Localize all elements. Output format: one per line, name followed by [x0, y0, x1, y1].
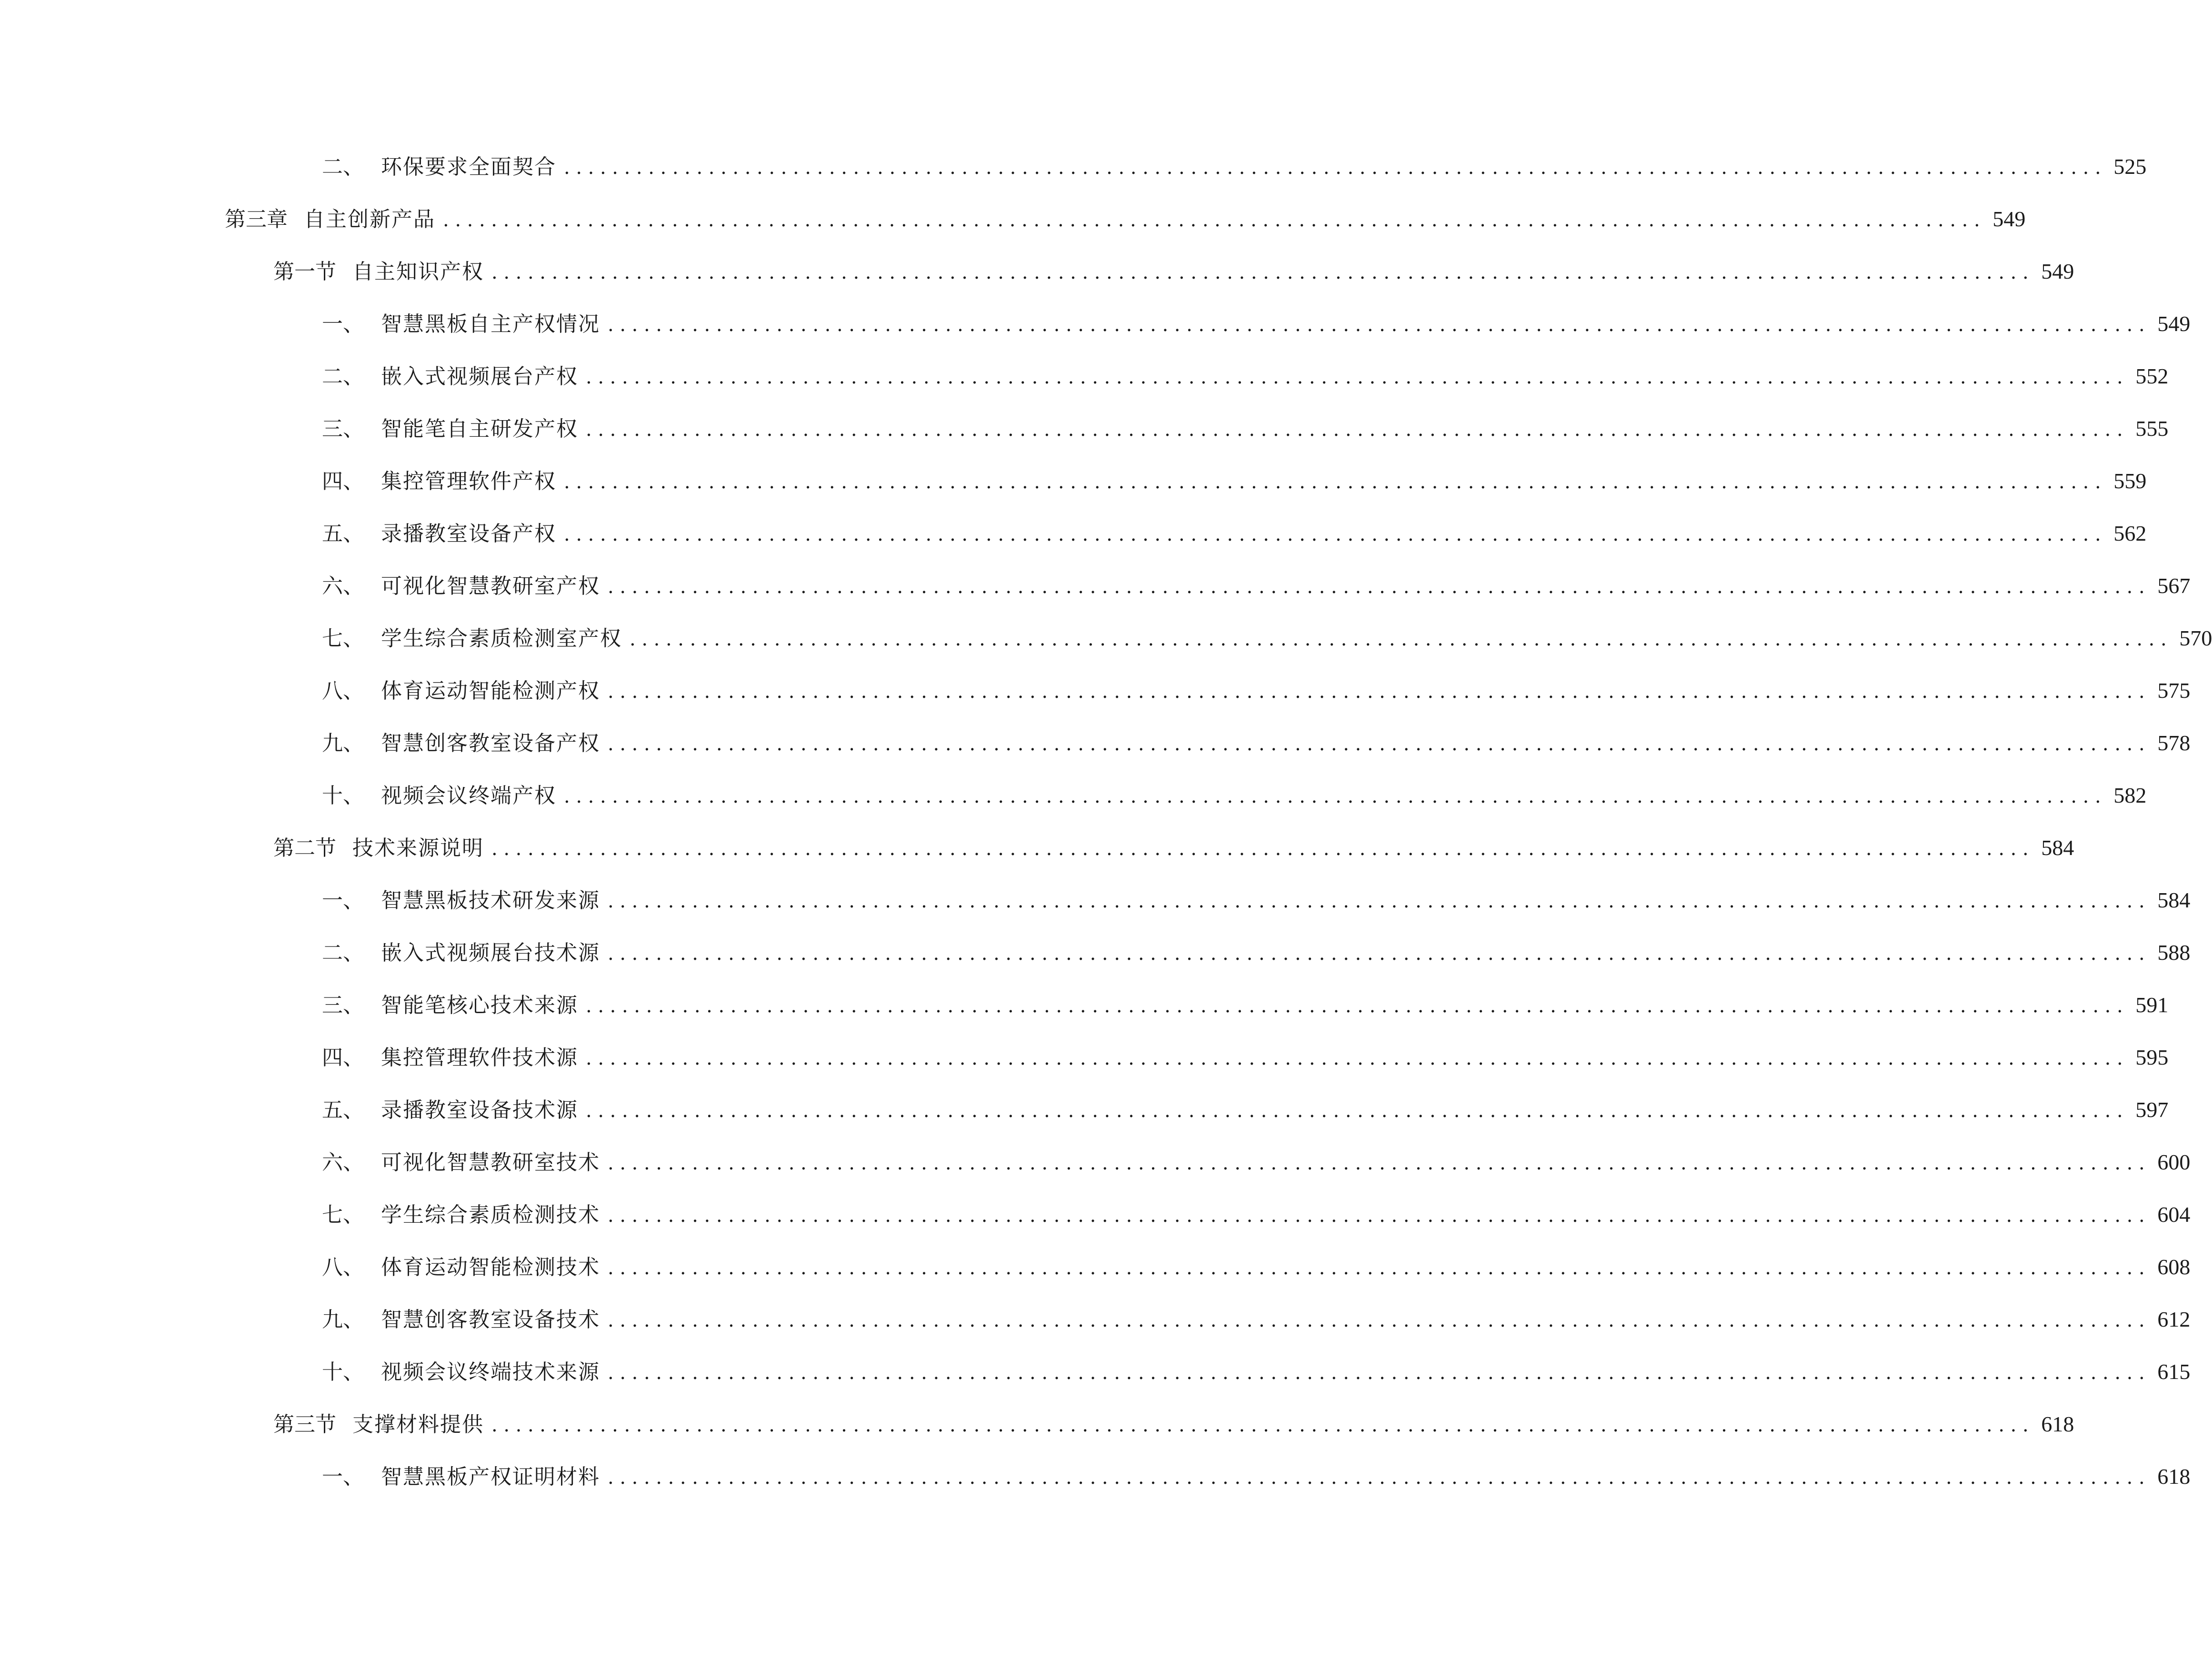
toc-entry-leader-dots: ................................................................................................................................ [564, 523, 2107, 545]
toc-entry-page-number: 591 [2135, 993, 2169, 1017]
toc-entry-number: 四、 [322, 1046, 364, 1070]
toc-entry[interactable] [322, 410, 2169, 448]
toc-entry-page-number: 588 [2157, 940, 2191, 965]
toc-entry-title: 智慧创客教室设备产权 [381, 731, 600, 755]
toc-entry-number: 三、 [322, 993, 364, 1017]
toc-entry[interactable] [322, 514, 2147, 553]
toc-entry-page-number: 612 [2157, 1307, 2191, 1331]
toc-entry-title: 学生综合素质检测技术 [381, 1203, 600, 1227]
toc-entry-leader-dots: ................................................................................................................................ [608, 1309, 2151, 1331]
toc-entry-number: 九、 [322, 1308, 364, 1332]
toc-entry-title: 智慧黑板自主产权情况 [381, 312, 600, 336]
toc-entry-number: 第一节 [273, 260, 336, 284]
toc-entry[interactable] [322, 672, 2191, 710]
toc-entry-leader-dots: ................................................................................................................................ [586, 995, 2129, 1017]
toc-entry-title: 嵌入式视频展台产权 [381, 364, 578, 389]
toc-entry[interactable] [322, 1143, 2191, 1181]
toc-entry[interactable] [322, 462, 2147, 500]
toc-entry-number: 第三章 [225, 207, 288, 232]
toc-entry-page-number: 555 [2135, 416, 2169, 441]
toc-entry-leader-dots: ................................................................................................................................ [491, 1414, 2035, 1436]
toc-entry-number: 十、 [322, 1360, 364, 1384]
toc-entry-page-number: 597 [2135, 1097, 2169, 1122]
toc-entry[interactable] [322, 148, 2147, 186]
toc-entry-page-number: 567 [2157, 574, 2191, 598]
toc-entry[interactable] [322, 934, 2191, 972]
toc-entry-page-number: 549 [2041, 259, 2074, 283]
toc-entry-page-number: 584 [2041, 836, 2074, 860]
toc-entry-page-number: 600 [2157, 1150, 2191, 1174]
toc-entry[interactable] [322, 1091, 2169, 1129]
toc-entry-title: 支撑材料提供 [352, 1412, 484, 1437]
toc-entry-title: 可视化智慧教研室技术 [381, 1150, 600, 1175]
toc-entry-page-number: 608 [2157, 1255, 2191, 1279]
toc-entry[interactable] [322, 986, 2169, 1024]
toc-entry-title: 视频会议终端产权 [381, 784, 556, 808]
toc-entry-page-number: 578 [2157, 731, 2191, 755]
toc-entry-title: 体育运动智能检测产权 [381, 679, 600, 703]
toc-entry-page-number: 570 [2179, 626, 2212, 650]
toc-entry[interactable] [322, 1038, 2169, 1077]
toc-entry[interactable] [322, 1353, 2191, 1391]
toc-entry[interactable] [322, 881, 2191, 919]
toc-entry-leader-dots: ................................................................................................................................ [608, 943, 2151, 965]
toc-entry-leader-dots: ................................................................................................................................ [564, 785, 2107, 807]
toc-entry-title: 智能笔核心技术来源 [381, 993, 578, 1017]
toc-entry-number: 五、 [322, 522, 364, 546]
toc-entry-number: 第三节 [273, 1412, 336, 1437]
toc-entry-title: 技术来源说明 [352, 836, 484, 860]
toc-entry-page-number: 595 [2135, 1045, 2169, 1069]
toc-entry-leader-dots: ................................................................................................................................ [608, 890, 2151, 912]
toc-entry-page-number: 618 [2157, 1464, 2191, 1489]
toc-entry-page-number: 559 [2113, 469, 2147, 493]
toc-entry-title: 自主知识产权 [352, 260, 484, 284]
toc-entry[interactable] [322, 1458, 2191, 1496]
toc-entry-page-number: 552 [2135, 364, 2169, 388]
toc-entry[interactable] [322, 776, 2147, 815]
toc-entry-leader-dots: ................................................................................................................................ [491, 838, 2035, 860]
toc-entry[interactable] [322, 724, 2191, 762]
toc-entry-number: 二、 [322, 155, 364, 179]
toc-entry-number: 一、 [322, 312, 364, 336]
toc-entry-page-number: 562 [2113, 521, 2147, 545]
toc-entry-number: 二、 [322, 364, 364, 389]
toc-entry-leader-dots: ................................................................................................................................ [630, 628, 2173, 650]
toc-entry-page-number: 525 [2113, 154, 2147, 179]
toc-entry-number: 二、 [322, 941, 364, 965]
toc-entry-number: 八、 [322, 679, 364, 703]
toc-entry-leader-dots: ................................................................................................................................ [491, 262, 2035, 283]
toc-entry-title: 视频会议终端技术来源 [381, 1360, 600, 1384]
toc-entry-number: 十、 [322, 784, 364, 808]
toc-entry[interactable] [322, 357, 2169, 395]
toc-entry-leader-dots: ................................................................................................................................ [608, 1205, 2151, 1227]
toc-entry-title: 智慧黑板技术研发来源 [381, 888, 600, 913]
toc-entry-page-number: 575 [2157, 678, 2191, 703]
toc-entry-number: 三、 [322, 417, 364, 441]
toc-entry-title: 自主创新产品 [304, 207, 435, 232]
toc-entry[interactable] [322, 305, 2191, 343]
toc-entry[interactable] [322, 1196, 2191, 1234]
toc-entry-number: 六、 [322, 574, 364, 598]
toc-entry[interactable] [322, 619, 2212, 657]
toc-entry-title: 集控管理软件技术源 [381, 1046, 578, 1070]
toc-entry-leader-dots: ................................................................................................................................ [586, 1047, 2129, 1069]
toc-entry-title: 智慧创客教室设备技术 [381, 1308, 600, 1332]
toc-entry-leader-dots: ................................................................................................................................ [608, 314, 2151, 336]
toc-entry-number: 八、 [322, 1255, 364, 1279]
toc-entry-page-number: 549 [2157, 312, 2191, 336]
toc-entry-leader-dots: ................................................................................................................................ [608, 681, 2151, 703]
toc-entry-leader-dots: ................................................................................................................................ [564, 471, 2107, 493]
toc-entry-page-number: 584 [2157, 888, 2191, 912]
toc-entry-title: 环保要求全面契合 [381, 155, 556, 179]
toc-entry-leader-dots: ................................................................................................................................ [608, 1152, 2151, 1174]
toc-entry-number: 五、 [322, 1098, 364, 1122]
toc-entry[interactable] [322, 567, 2191, 605]
toc-entry-number: 一、 [322, 1465, 364, 1489]
toc-entry-title: 体育运动智能检测技术 [381, 1255, 600, 1279]
toc-entry-page-number: 582 [2113, 783, 2147, 807]
toc-entry-number: 九、 [322, 731, 364, 755]
toc-entry[interactable] [273, 1405, 2074, 1443]
toc-entry-leader-dots: ................................................................................................................................ [608, 1467, 2151, 1489]
toc-entry-page-number: 604 [2157, 1202, 2191, 1227]
toc-entry-title: 集控管理软件产权 [381, 469, 556, 493]
toc-entry-title: 智能笔自主研发产权 [381, 417, 578, 441]
toc-entry-number: 七、 [322, 1203, 364, 1227]
toc-entry-leader-dots: ................................................................................................................................ [586, 1100, 2129, 1122]
toc-entry[interactable] [322, 1248, 2191, 1286]
toc-entry-title: 录播教室设备产权 [381, 522, 556, 546]
toc-entry-title: 可视化智慧教研室产权 [381, 574, 600, 598]
toc-entry-leader-dots: ................................................................................................................................ [608, 576, 2151, 598]
toc-entry-title: 录播教室设备技术源 [381, 1098, 578, 1122]
toc-entry-page-number: 549 [1992, 207, 2026, 231]
toc-entry-number: 六、 [322, 1150, 364, 1175]
toc-entry-title: 智慧黑板产权证明材料 [381, 1465, 600, 1489]
toc-entry-leader-dots: ................................................................................................................................ [608, 1362, 2151, 1384]
toc-entry[interactable] [273, 252, 2074, 291]
toc-entry[interactable] [273, 829, 2074, 867]
toc-entry-leader-dots: ................................................................................................................................ [564, 157, 2107, 179]
toc-entry-leader-dots: ................................................................................................................................ [608, 1257, 2151, 1279]
toc-entry[interactable] [225, 200, 2026, 238]
toc-entry-number: 七、 [322, 626, 364, 651]
toc-entry-number: 四、 [322, 469, 364, 493]
toc-entry-leader-dots: ................................................................................................................................ [586, 419, 2129, 441]
toc-entry-number: 一、 [322, 888, 364, 913]
toc-entry-title: 学生综合素质检测室产权 [381, 626, 622, 651]
toc-entry-title: 嵌入式视频展台技术源 [381, 941, 600, 965]
toc-entry[interactable] [322, 1300, 2191, 1339]
toc-entry-leader-dots: ................................................................................................................................ [608, 733, 2151, 755]
toc-entry-leader-dots: ................................................................................................................................ [443, 209, 1986, 231]
toc-entry-page-number: 618 [2041, 1412, 2074, 1436]
toc-entry-number: 第二节 [273, 836, 336, 860]
toc-entry-leader-dots: ................................................................................................................................ [586, 366, 2129, 388]
toc-entry-page-number: 615 [2157, 1359, 2191, 1384]
